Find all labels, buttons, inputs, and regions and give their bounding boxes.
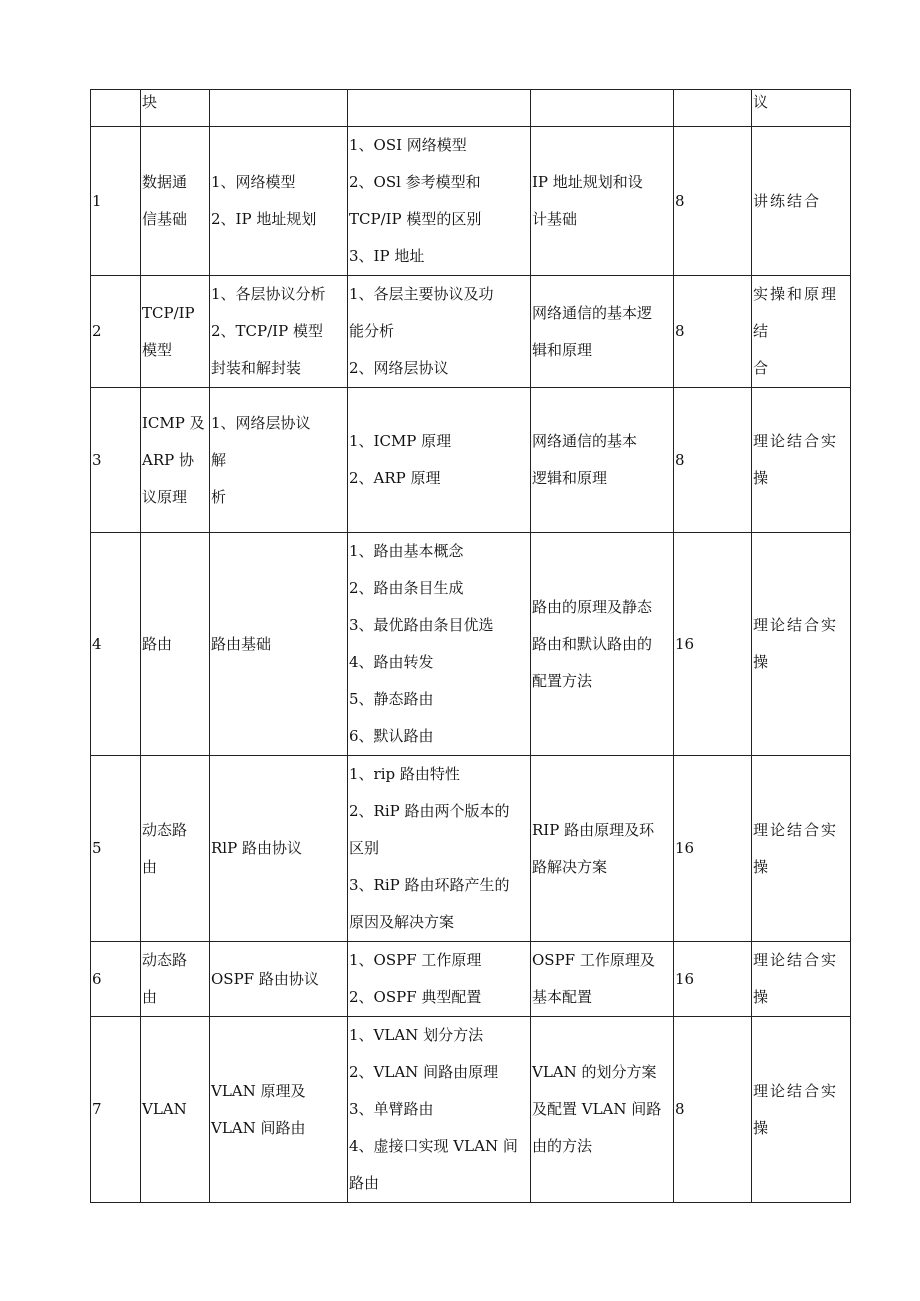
teaching-method-line: 理论结合实: [753, 1081, 839, 1100]
class-hours-cell: [674, 1017, 752, 1203]
learning-goal-line: OSPF 工作原理及: [532, 951, 655, 969]
class-hours-cell: [674, 756, 752, 942]
knowledge-points-line: 4、路由转发: [349, 653, 434, 671]
row-number-cell: [91, 533, 141, 756]
course-content-line: 封装和解封装: [211, 359, 302, 377]
knowledge-points-line: 5、静态路由: [349, 690, 434, 708]
module-name-line: 议原理: [142, 487, 188, 506]
course-content-line: 1、网络模型: [211, 173, 296, 191]
knowledge-points-line: 1、OSI 网络模型: [349, 136, 467, 154]
teaching-method-line: 理论结合实: [753, 616, 839, 634]
course-content-cell: [210, 942, 348, 1017]
module-name-cell: [141, 276, 210, 388]
course-content-cell: [210, 127, 348, 276]
knowledge-points-cell: [348, 533, 531, 756]
row-number-cell: [91, 942, 141, 1017]
teaching-method-line: 操: [753, 857, 771, 876]
row-number: 1: [92, 191, 102, 210]
teaching-method-line: 实操和原理: [753, 285, 839, 303]
module-name-cell: [141, 756, 210, 942]
learning-goal-line: 路解决方案: [532, 857, 608, 876]
knowledge-points-line: 路由: [349, 1174, 380, 1192]
row-number: 4: [92, 634, 102, 653]
module-name-line: 动态路: [142, 820, 188, 839]
teaching-method-line: 合: [753, 359, 771, 377]
course-table: [90, 89, 851, 1203]
learning-goal-line: 由的方法: [532, 1137, 593, 1155]
module-name-line: 由: [142, 857, 158, 876]
teaching-method-line: 讲练结合: [753, 191, 822, 210]
module-name-line: ARP 协: [142, 450, 194, 469]
class-hours-cell: [674, 533, 752, 756]
knowledge-points-line: 1、ICMP 原理: [349, 432, 452, 450]
teaching-method-line: 操: [753, 653, 771, 671]
class-hours-cell: [674, 388, 752, 533]
learning-goal-cell: [531, 388, 674, 533]
knowledge-points-line: 2、OSPF 典型配置: [349, 988, 482, 1006]
learning-goal-line: 配置方法: [532, 671, 593, 690]
knowledge-points-line: 2、RiP 路由两个版本的: [349, 802, 510, 820]
header-method-cell: [752, 90, 851, 127]
knowledge-points-line: 1、OSPF 工作原理: [349, 951, 482, 969]
knowledge-points-line: 3、最优路由条目优选: [349, 616, 494, 634]
knowledge-points-line: 1、各层主要协议及功: [349, 285, 494, 303]
class-hours: 16: [675, 969, 695, 988]
module-name-line: 由: [142, 988, 158, 1006]
course-content-line: VLAN 原理及: [211, 1081, 306, 1100]
learning-goal-line: 及配置 VLAN 间路: [532, 1100, 662, 1118]
learning-goal-line: 网络通信的基本: [532, 432, 638, 450]
teaching-method-cell: [752, 127, 851, 276]
row-number: 6: [92, 969, 102, 988]
knowledge-points-cell: [348, 942, 531, 1017]
course-content-line: 路由基础: [211, 634, 272, 653]
header-method-text: 议: [753, 93, 769, 111]
knowledge-points-cell: [348, 276, 531, 388]
row-number-cell: [91, 756, 141, 942]
knowledge-points-line: 3、IP 地址: [349, 247, 425, 265]
knowledge-points-line: 区别: [349, 839, 380, 857]
course-content-line: 2、TCP/IP 模型: [211, 322, 323, 340]
knowledge-points-line: 3、RiP 路由环路产生的: [349, 876, 510, 894]
row-number: 3: [92, 450, 102, 469]
teaching-method-cell: [752, 942, 851, 1017]
class-hours: 8: [675, 322, 685, 340]
teaching-method-line: 理论结合实: [753, 951, 839, 969]
learning-goal-line: IP 地址规划和设: [532, 173, 643, 191]
class-hours-cell: [674, 942, 752, 1017]
header-hours-cell: [674, 90, 752, 127]
module-name-cell: [141, 533, 210, 756]
teaching-method-line: 操: [753, 988, 771, 1006]
row-number-cell: [91, 1017, 141, 1203]
row-number: 7: [92, 1100, 102, 1118]
course-content-line: 1、各层协议分析: [211, 285, 326, 303]
class-hours-cell: [674, 127, 752, 276]
teaching-method-line: 操: [753, 469, 771, 487]
class-hours: 8: [675, 1100, 685, 1118]
knowledge-points-line: 2、路由条目生成: [349, 579, 464, 597]
course-content-cell: [210, 756, 348, 942]
module-name-line: 模型: [142, 340, 173, 359]
row-number-cell: [91, 127, 141, 276]
course-content-line: 析: [211, 487, 227, 506]
module-name-line: 信基础: [142, 210, 188, 228]
class-hours: 16: [675, 839, 695, 857]
module-name-cell: [141, 127, 210, 276]
header-module-cell: [141, 90, 210, 127]
teaching-method-cell: [752, 533, 851, 756]
course-content-line: 2、IP 地址规划: [211, 210, 317, 228]
knowledge-points-cell: [348, 1017, 531, 1203]
learning-goal-line: 基本配置: [532, 988, 593, 1006]
learning-goal-cell: [531, 942, 674, 1017]
learning-goal-line: VLAN 的划分方案: [532, 1063, 657, 1081]
table-row: [91, 276, 851, 388]
teaching-method-cell: [752, 388, 851, 533]
knowledge-points-line: 2、OSl 参考模型和: [349, 173, 481, 191]
class-hours-cell: [674, 276, 752, 388]
class-hours: 8: [675, 450, 685, 469]
knowledge-points-line: 6、默认路由: [349, 727, 434, 745]
learning-goal-line: 计基础: [532, 210, 578, 228]
learning-goal-cell: [531, 1017, 674, 1203]
knowledge-points-line: 能分析: [349, 322, 395, 340]
module-name-cell: [141, 388, 210, 533]
table-row: [91, 942, 851, 1017]
table-row: [91, 127, 851, 276]
learning-goal-line: 路由的原理及静态: [532, 597, 653, 616]
teaching-method-cell: [752, 756, 851, 942]
teaching-method-line: 操: [753, 1118, 771, 1137]
course-content-cell: [210, 533, 348, 756]
learning-goal-line: 辑和原理: [532, 340, 593, 359]
knowledge-points-line: TCP/IP 模型的区别: [349, 210, 482, 228]
row-number: 5: [92, 839, 102, 857]
course-content-cell: [210, 276, 348, 388]
table-row: [91, 533, 851, 756]
header-num-cell: [91, 90, 141, 127]
module-name-cell: [141, 1017, 210, 1203]
table-header-row: [91, 90, 851, 127]
knowledge-points-cell: [348, 127, 531, 276]
module-name-line: ICMP 及: [142, 413, 205, 432]
course-content-line: VLAN 间路由: [211, 1118, 306, 1137]
table-row: [91, 756, 851, 942]
knowledge-points-line: 1、rip 路由特性: [349, 765, 460, 783]
teaching-method-cell: [752, 1017, 851, 1203]
module-name-line: TCP/IP: [142, 303, 195, 322]
knowledge-points-cell: [348, 388, 531, 533]
learning-goal-cell: [531, 127, 674, 276]
knowledge-points-cell: [348, 756, 531, 942]
knowledge-points-line: 2、VLAN 间路由原理: [349, 1063, 499, 1081]
knowledge-points-line: 2、ARP 原理: [349, 469, 441, 487]
course-content-line: RlP 路由协议: [211, 839, 302, 857]
header-goal-cell: [531, 90, 674, 127]
learning-goal-cell: [531, 533, 674, 756]
class-hours: 8: [675, 191, 685, 210]
module-name-cell: [141, 942, 210, 1017]
table-row: [91, 1017, 851, 1203]
course-content-line: 解: [211, 450, 227, 469]
class-hours: 16: [675, 634, 695, 653]
learning-goal-cell: [531, 756, 674, 942]
teaching-method-line: 结: [753, 322, 771, 340]
knowledge-points-line: 3、单臂路由: [349, 1100, 434, 1118]
teaching-method-line: 理论结合实: [753, 820, 839, 839]
teaching-method-cell: [752, 276, 851, 388]
header-module-text: 块: [142, 93, 158, 111]
learning-goal-line: RIP 路由原理及环: [532, 820, 655, 839]
module-name-line: VLAN: [142, 1100, 187, 1118]
course-content-cell: [210, 388, 348, 533]
course-content-cell: [210, 1017, 348, 1203]
module-name-line: 数据通: [142, 173, 188, 191]
course-content-line: 1、网络层协议: [211, 413, 311, 432]
knowledge-points-line: 4、虚接口实现 VLAN 间: [349, 1137, 518, 1155]
knowledge-points-line: 1、VLAN 划分方法: [349, 1026, 484, 1044]
table-row: [91, 388, 851, 533]
knowledge-points-line: 1、路由基本概念: [349, 542, 464, 560]
module-name-line: 路由: [142, 634, 173, 653]
learning-goal-line: 网络通信的基本逻: [532, 303, 653, 322]
learning-goal-line: 逻辑和原理: [532, 469, 608, 487]
row-number-cell: [91, 276, 141, 388]
header-points-cell: [348, 90, 531, 127]
knowledge-points-line: 原因及解决方案: [349, 913, 455, 931]
module-name-line: 动态路: [142, 951, 188, 969]
row-number: 2: [92, 322, 102, 340]
teaching-method-line: 理论结合实: [753, 432, 839, 450]
learning-goal-cell: [531, 276, 674, 388]
course-content-line: OSPF 路由协议: [211, 969, 319, 988]
learning-goal-line: 路由和默认路由的: [532, 634, 653, 653]
header-content-cell: [210, 90, 348, 127]
row-number-cell: [91, 388, 141, 533]
knowledge-points-line: 2、网络层协议: [349, 359, 449, 377]
